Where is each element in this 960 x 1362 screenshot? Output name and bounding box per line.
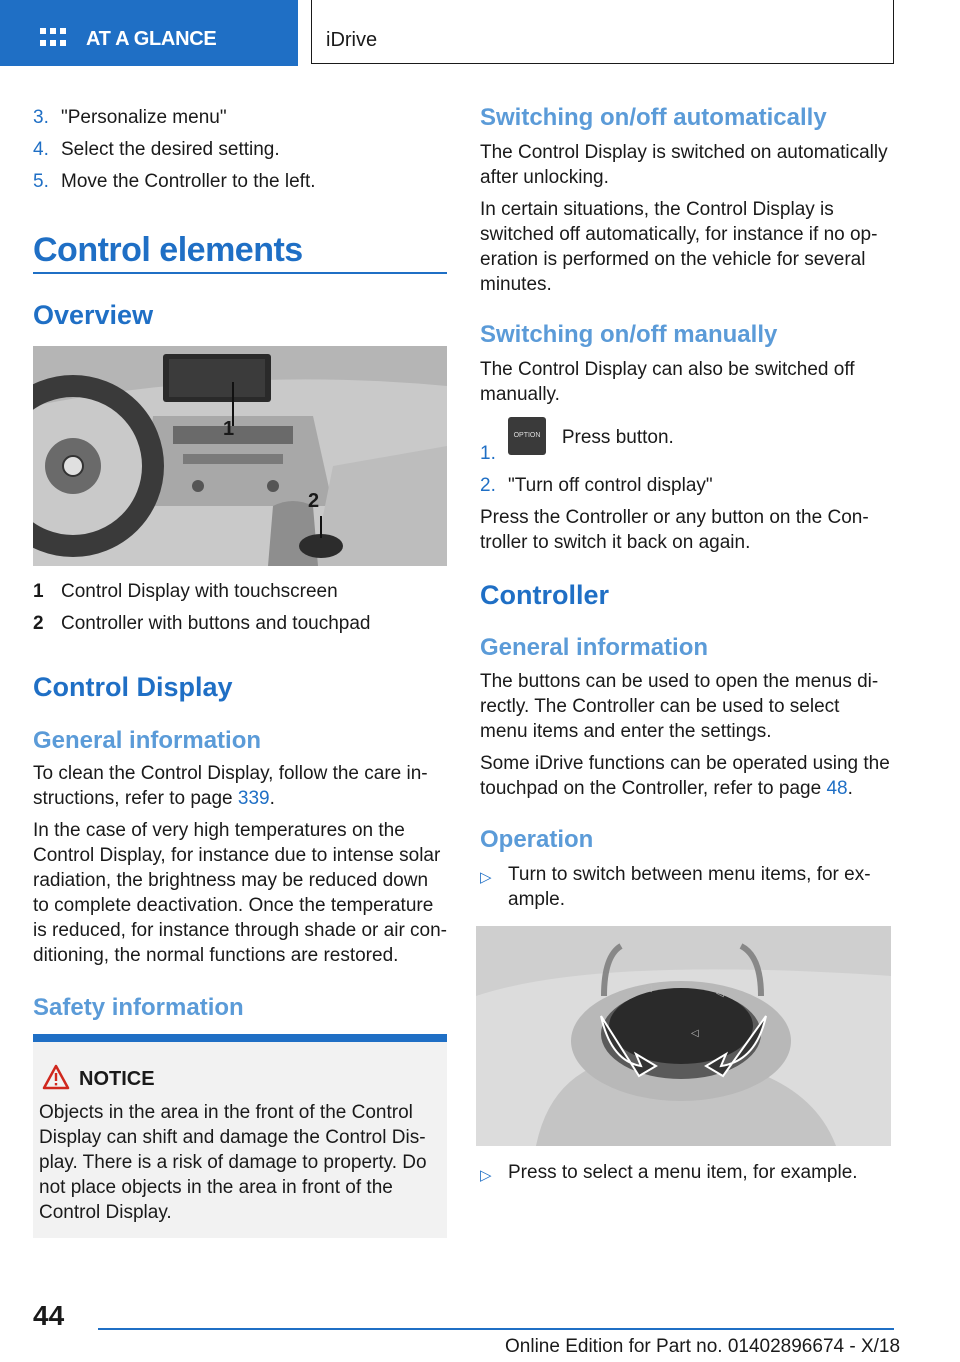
page-ref-link[interactable]: 48 — [826, 778, 848, 799]
edition-text: Online Edition for Part no. 01402896674 - X/18 — [505, 1336, 901, 1357]
notice-line: play. There is a risk of damage to property. Do — [39, 1152, 427, 1173]
step-number: 3. — [33, 107, 49, 128]
header-bar — [0, 0, 960, 66]
buttons-line: rectly. The Controller can be used to select — [480, 696, 840, 717]
warning-icon — [42, 1064, 70, 1090]
safety-title: Safety information — [33, 994, 244, 1021]
clean-text-line-2 — [33, 786, 275, 811]
buttons-line: The buttons can be used to open the menus di- — [480, 671, 879, 692]
auto-line: switched off automatically, for instance if no op- — [480, 224, 878, 245]
callout-1: 1 — [223, 418, 235, 440]
footer-rule — [98, 1328, 894, 1330]
press-line: troller to switch it back on again. — [480, 532, 751, 553]
clean-text-line-1: To clean the Control Display, follow the care in- — [33, 763, 428, 784]
grid-icon — [40, 28, 66, 50]
notice-line: Display can shift and damage the Control Dis- — [39, 1127, 426, 1148]
touchpad-text: touchpad on the Controller, refer to page — [480, 778, 822, 799]
page-ref-link[interactable]: 339 — [237, 788, 270, 809]
tab-idrive-label: iDrive — [326, 29, 378, 51]
bullet-text: Press to select a menu item, for example. — [508, 1162, 858, 1183]
controller-figure — [476, 926, 891, 1146]
triangle-bullet-icon: ▷ — [480, 869, 492, 886]
press-line: Press the Controller or any button on the Con- — [480, 507, 869, 528]
notice-line: Control Display. — [39, 1202, 172, 1223]
controller-title: Controller — [480, 580, 610, 610]
legend-number: 1 — [33, 581, 44, 602]
notice-line: Objects in the area in the front of the Control — [39, 1102, 413, 1123]
step-text: Move the Controller to the left. — [61, 171, 316, 192]
operation-title: Operation — [480, 826, 594, 853]
dashboard-illustration — [33, 346, 447, 566]
temp-line: ditioning, the normal functions are restored. — [33, 945, 399, 966]
dashboard-figure — [33, 346, 447, 566]
bullet-text: ample. — [508, 889, 566, 910]
auto-line: The Control Display is switched on automatically — [480, 142, 888, 163]
bullet-text: Turn to switch between menu items, for ex- — [508, 864, 871, 885]
svg-text:◁: ◁ — [716, 988, 724, 999]
page-number: 44 — [33, 1300, 65, 1331]
temp-line: radiation, the brightness may be reduced down — [33, 870, 429, 891]
auto-title: Switching on/off automatically — [480, 104, 827, 131]
step-text: Press button. — [561, 427, 674, 449]
notice-line: not place objects in the area in front of the — [39, 1177, 393, 1198]
notice-box — [33, 1034, 447, 1238]
auto-line: minutes. — [480, 274, 552, 295]
overview-title: Overview — [33, 300, 154, 330]
temp-line: Control Display, for instance due to intense solar — [33, 845, 441, 866]
callout-2: 2 — [308, 490, 320, 512]
step-number: 4. — [33, 139, 49, 160]
period: . — [269, 788, 275, 809]
list-item — [480, 427, 880, 471]
manual-title: Switching on/off manually — [480, 321, 778, 348]
control-display-title: Control Display — [33, 672, 233, 702]
control-elements-title: Control elements — [33, 231, 303, 269]
general-info-title: General information — [33, 727, 262, 754]
step-text: "Personalize menu" — [61, 107, 227, 128]
option-button-icon: OPTION — [508, 417, 546, 455]
step-number: 1. — [480, 443, 496, 464]
option-step — [508, 423, 674, 461]
legend-text: Control Display with touchscreen — [61, 581, 338, 602]
step-number: 2. — [480, 475, 496, 496]
temp-line: is reduced, for instance through shade or air con- — [33, 920, 448, 941]
step-text: "Turn off control display" — [508, 475, 713, 496]
auto-line: In certain situations, the Control Display is — [480, 199, 834, 220]
tab-at-a-glance[interactable] — [0, 0, 298, 66]
svg-text:◁: ◁ — [691, 1028, 699, 1039]
touchpad-line: Some iDrive functions can be operated using the — [480, 753, 890, 774]
period: . — [847, 778, 853, 799]
notice-body — [39, 1100, 439, 1225]
manual-line: manually. — [480, 384, 560, 405]
step-number: 5. — [33, 171, 49, 192]
notice-label: NOTICE — [79, 1068, 155, 1090]
tab-at-a-glance-label: AT A GLANCE — [86, 28, 217, 50]
buttons-line: menu items and enter the settings. — [480, 721, 772, 742]
triangle-bullet-icon: ▷ — [480, 1167, 492, 1184]
auto-line: after unlocking. — [480, 167, 609, 188]
manual-line: The Control Display can also be switched off — [480, 359, 855, 380]
title-rule — [33, 272, 447, 274]
auto-line: eration is performed on the vehicle for several — [480, 249, 866, 270]
general-info-title-2: General information — [480, 634, 709, 661]
legend-text: Controller with buttons and touchpad — [61, 613, 371, 634]
clean-text: structions, refer to page — [33, 788, 233, 809]
touchpad-line — [480, 776, 853, 801]
svg-text:◁: ◁ — [644, 983, 652, 994]
step-text: Select the desired setting. — [61, 139, 280, 160]
temp-line: In the case of very high temperatures on the — [33, 820, 405, 841]
legend-number: 2 — [33, 613, 44, 634]
controller-illustration — [476, 926, 891, 1146]
tab-idrive[interactable] — [311, 0, 894, 64]
temp-line: to complete deactivation. Once the temperature — [33, 895, 434, 916]
